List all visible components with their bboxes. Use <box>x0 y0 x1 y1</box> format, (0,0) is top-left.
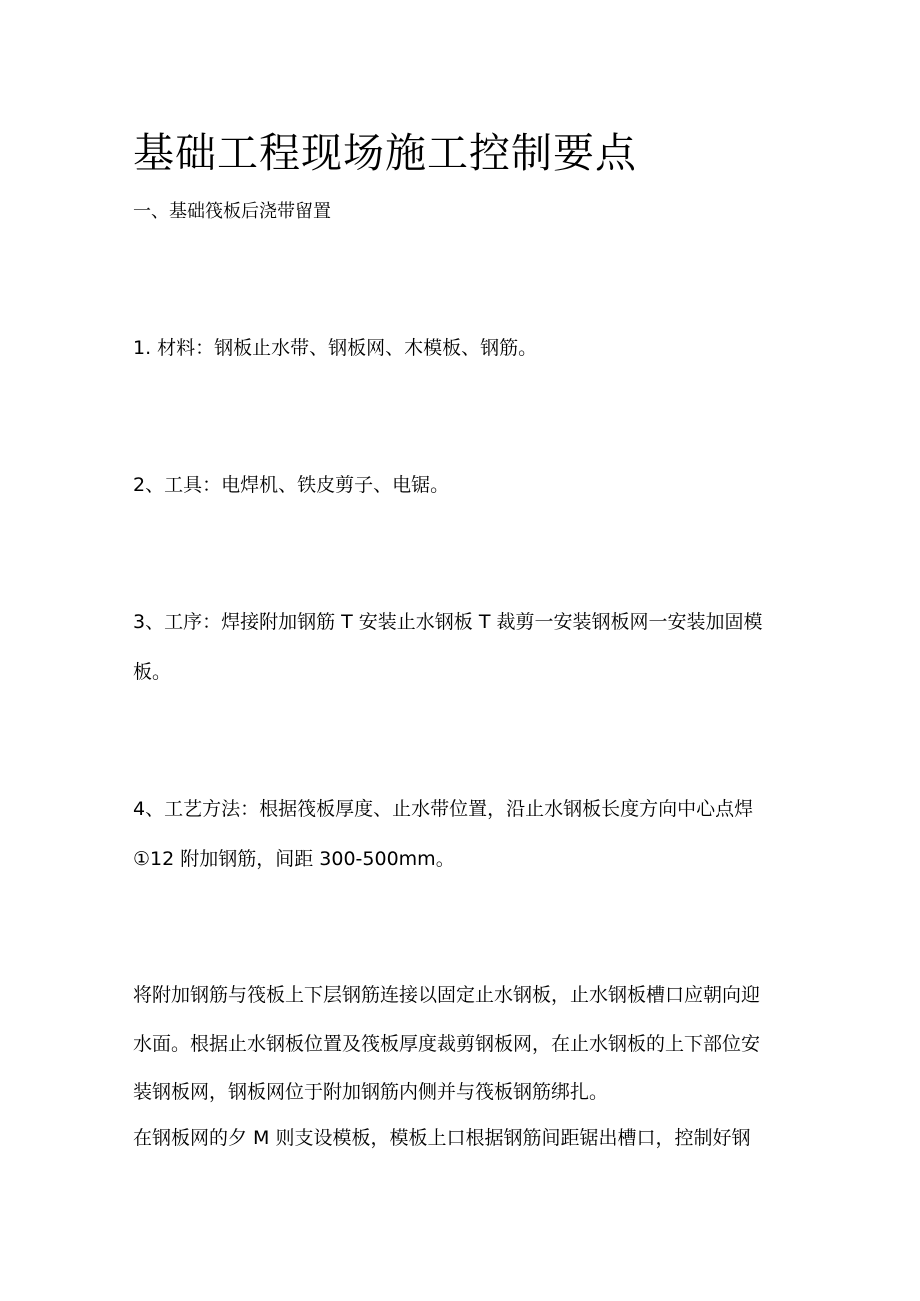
paragraph-line-3: 装钢板网，钢板网位于附加钢筋内侧并与筏板钢筋绑扎。 <box>133 1081 609 1103</box>
item-process-line-2: 板。 <box>133 661 172 683</box>
paragraph-line-2: 水面。根据止水钢板位置及筏板厚度裁剪钢板网，在止水钢板的上下部位安 <box>133 1033 761 1055</box>
section-heading: 一、基础筏板后浇带留置 <box>133 201 331 222</box>
item-method-line-1: 4、工艺方法：根据筏板厚度、止水带位置，沿止水钢板长度方向中心点焊 <box>133 798 754 820</box>
page-title: 基础工程现场施工控制要点 <box>133 129 637 177</box>
item-materials: 1. 材料：钢板止水带、钢板网、木模板、钢筋。 <box>133 337 538 359</box>
item-process-line-1: 3、工序：焊接附加钢筋 T 安装止水钢板 T 裁剪一安装钢板网一安装加固模 <box>133 611 763 633</box>
item-tools: 2、工具：电焊机、铁皮剪子、电锯。 <box>133 474 450 496</box>
paragraph-line-1: 将附加钢筋与筏板上下层钢筋连接以固定止水钢板，止水钢板槽口应朝向迎 <box>133 984 761 1006</box>
item-method-line-2: ①12 附加钢筋，间距 300-500mm。 <box>133 848 455 870</box>
paragraph-line-4: 在钢板网的夕 M 则支设模板，模板上口根据钢筋间距锯出槽口，控制好钢 <box>133 1127 751 1149</box>
